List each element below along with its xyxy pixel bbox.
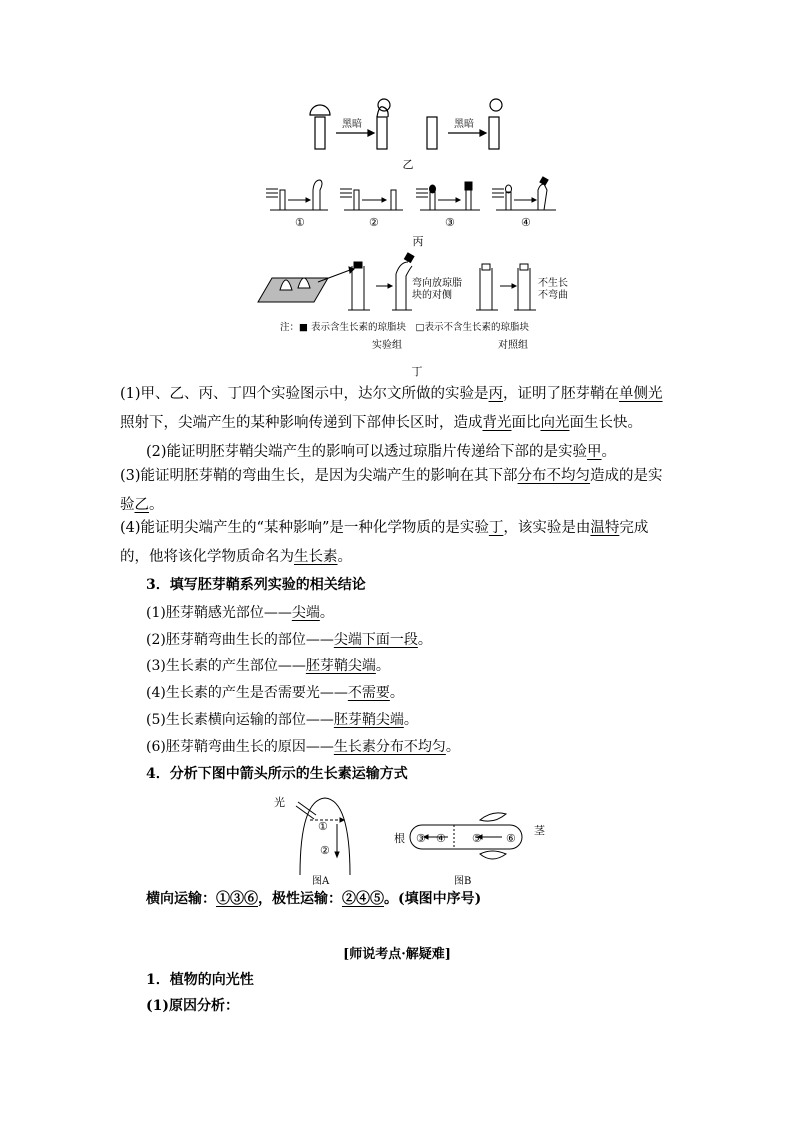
conclusion-item: (6)胚芽鞘弯曲生长的原因——生长素分布不均匀。 — [146, 739, 460, 755]
transport-answer: 横向运输：①③⑥，极性运输：②④⑤。(填图中序号) — [146, 891, 482, 907]
num: ② — [320, 844, 330, 857]
caption-bing: 丙 — [412, 235, 424, 248]
num: ④ — [436, 832, 446, 845]
caption-A: 图A — [312, 876, 330, 885]
bend-note: 弯向放琼脂 — [412, 278, 462, 289]
num: ② — [369, 216, 379, 229]
caption-ding: 丁 — [411, 365, 423, 378]
figure-transport — [270, 790, 550, 885]
caption-B: 图B — [454, 876, 472, 885]
section-5-sub: (1)原因分析： — [146, 998, 239, 1014]
figure-bing — [258, 172, 558, 232]
caption-yi: 乙 — [402, 158, 414, 171]
paragraph-4: (4)能证明尖端产生的“某种影响”是一种化学物质的是实验丁，该实验是由温特完成的，他将该化学物质命名为生长素。 — [120, 520, 649, 565]
dark-label: 黑暗 — [454, 119, 474, 130]
section-4-title: 4．分析下图中箭头所示的生长素运输方式 — [146, 766, 408, 782]
root-label: 根 — [394, 832, 405, 845]
paragraph-1: (1)甲、乙、丙、丁四个实验图示中，达尔文所做的实验是丙，证明了胚芽鞘在单侧光照射下，尖端产生的某种影响传递到下部伸长区时，造成背光面比向光面生长快。 — [120, 386, 663, 431]
stem-label: 茎 — [534, 824, 545, 837]
light-label: 光 — [274, 796, 285, 809]
conclusion-item: (4)生长素的产生是否需要光——不需要。 — [146, 685, 404, 701]
conclusion-item: (1)胚芽鞘感光部位——尖端。 — [146, 605, 334, 621]
num: ④ — [521, 216, 531, 229]
legend: 注：■ 表示含生长素的琼脂块 □表示不含生长素的琼脂块 — [280, 322, 529, 333]
num: ⑤ — [472, 832, 482, 845]
section-heading: [师说考点·解疑难] — [343, 947, 451, 962]
conclusion-item: (2)胚芽鞘弯曲生长的部位——尖端下面一段。 — [146, 632, 432, 648]
conclusion-item: (3)生长素的产生部位——胚芽鞘尖端。 — [146, 658, 390, 674]
group-control: 对照组 — [498, 340, 528, 351]
section-5-title: 1．植物的向光性 — [146, 972, 254, 988]
dark-label: 黑暗 — [342, 119, 362, 130]
num: ① — [295, 216, 305, 229]
figure-ding — [252, 252, 582, 362]
paragraph-2: (2)能证明胚芽鞘尖端产生的影响可以透过琼脂片传递给下部的是实验甲。 — [146, 444, 617, 460]
bend-note: 块的对侧 — [412, 290, 452, 301]
section-3-title: 3．填写胚芽鞘系列实验的相关结论 — [146, 577, 366, 593]
num: ① — [318, 820, 328, 833]
num: ③ — [445, 216, 455, 229]
no-growth-note: 不生长 — [538, 278, 568, 289]
num: ⑥ — [506, 832, 516, 845]
num: ③ — [416, 832, 426, 845]
group-experimental: 实验组 — [372, 340, 402, 351]
paragraph-3: (3)能证明胚芽鞘的弯曲生长，是因为尖端产生的影响在其下部分布不均匀造成的是实验乙。 — [120, 468, 663, 513]
conclusion-item: (5)生长素横向运输的部位——胚芽鞘尖端。 — [146, 712, 418, 728]
no-growth-note: 不弯曲 — [538, 290, 568, 301]
